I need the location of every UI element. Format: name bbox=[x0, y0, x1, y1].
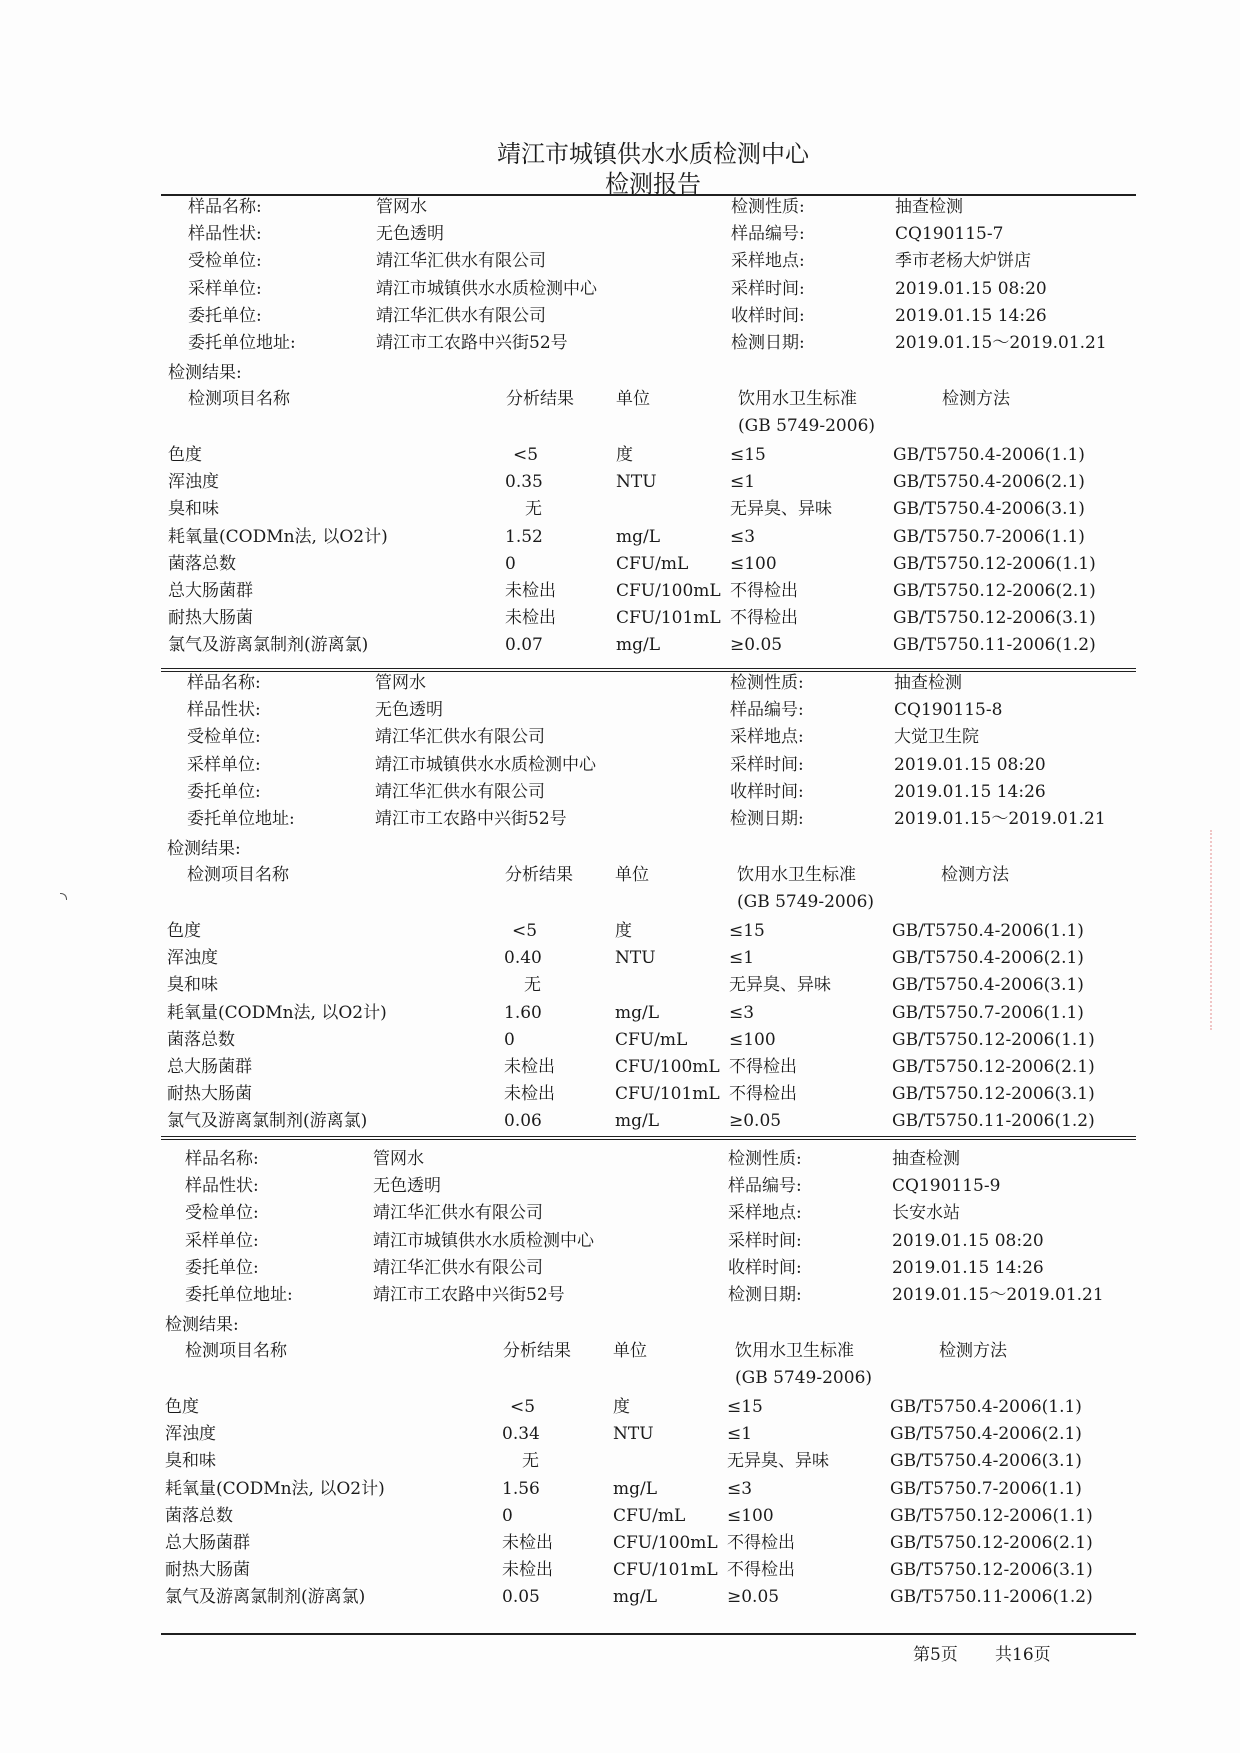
row-unit: NTU bbox=[616, 472, 657, 492]
row-unit: mg/L bbox=[615, 1003, 660, 1023]
row-standard: ≤3 bbox=[727, 1479, 753, 1499]
row-result: 0.06 bbox=[504, 1111, 542, 1131]
col-header-unit: 单位 bbox=[615, 865, 649, 885]
row-unit: mg/L bbox=[616, 527, 661, 547]
row-item: 氯气及游离氯制剂(游离氯) bbox=[165, 1587, 366, 1607]
row-method: GB/T5750.7-2006(1.1) bbox=[892, 1003, 1084, 1023]
row-unit: NTU bbox=[613, 1424, 654, 1444]
row-unit: CFU/101mL bbox=[616, 608, 721, 628]
report-title: 检测报告 bbox=[605, 170, 701, 198]
receive-time-value: 2019.01.15 14:26 bbox=[894, 782, 1046, 802]
inspected-unit-label: 受检单位: bbox=[187, 727, 261, 747]
sampling-unit-value: 靖江市城镇供水水质检测中心 bbox=[376, 279, 597, 299]
row-standard: 不得检出 bbox=[729, 1084, 797, 1104]
row-unit: NTU bbox=[615, 948, 656, 968]
row-item: 总大肠菌群 bbox=[165, 1533, 250, 1553]
col-header-result: 分析结果 bbox=[503, 1341, 571, 1361]
sampling-unit-label: 采样单位: bbox=[185, 1231, 259, 1251]
client-unit-label: 委托单位: bbox=[187, 782, 261, 802]
client-unit-value: 靖江华汇供水有限公司 bbox=[376, 306, 546, 326]
client-address-label: 委托单位地址: bbox=[185, 1285, 293, 1305]
row-unit: mg/L bbox=[615, 1111, 660, 1131]
row-result: <5 bbox=[512, 921, 538, 941]
row-standard: ≤15 bbox=[729, 921, 765, 941]
test-date-label: 检测日期: bbox=[730, 809, 804, 829]
test-nature-value: 抽查检测 bbox=[892, 1149, 960, 1169]
receive-time-label: 收样时间: bbox=[731, 306, 805, 326]
sample-no-value: CQ190115-9 bbox=[892, 1176, 1001, 1196]
seal-stamp-edge bbox=[1210, 830, 1240, 1030]
row-unit: 度 bbox=[615, 921, 632, 941]
row-item: 菌落总数 bbox=[165, 1506, 233, 1526]
row-item: 耐热大肠菌 bbox=[168, 608, 253, 628]
row-method: GB/T5750.4-2006(3.1) bbox=[890, 1451, 1082, 1471]
test-date-value: 2019.01.15～2019.01.21 bbox=[895, 333, 1107, 353]
row-result: 1.60 bbox=[504, 1003, 542, 1023]
test-nature-value: 抽查检测 bbox=[894, 673, 962, 693]
row-standard: ≥0.05 bbox=[729, 1111, 782, 1131]
row-result: 1.52 bbox=[505, 527, 543, 547]
row-method: GB/T5750.12-2006(1.1) bbox=[893, 554, 1096, 574]
inspected-unit-label: 受检单位: bbox=[185, 1203, 259, 1223]
row-result: 0 bbox=[505, 554, 516, 574]
row-item: 耗氧量(CODMn法, 以O2计) bbox=[167, 1003, 387, 1023]
row-result: 未检出 bbox=[504, 1057, 555, 1077]
sample-no-label: 样品编号: bbox=[728, 1176, 802, 1196]
test-nature-value: 抽查检测 bbox=[895, 197, 963, 217]
sample-no-value: CQ190115-7 bbox=[895, 224, 1004, 244]
receive-time-value: 2019.01.15 14:26 bbox=[892, 1258, 1044, 1278]
sampling-unit-value: 靖江市城镇供水水质检测中心 bbox=[373, 1231, 594, 1251]
row-item: 臭和味 bbox=[167, 975, 218, 995]
row-standard: 不得检出 bbox=[727, 1533, 795, 1553]
sample-no-label: 样品编号: bbox=[730, 700, 804, 720]
sample-no-value: CQ190115-8 bbox=[894, 700, 1003, 720]
row-standard: ≤1 bbox=[730, 472, 756, 492]
col-header-method: 检测方法 bbox=[939, 1341, 1007, 1361]
test-nature-label: 检测性质: bbox=[731, 197, 805, 217]
row-standard: 无异臭、异味 bbox=[730, 499, 832, 519]
sampling-time-value: 2019.01.15 08:20 bbox=[895, 279, 1047, 299]
row-result: 0 bbox=[504, 1030, 515, 1050]
row-standard: ≤1 bbox=[729, 948, 755, 968]
col-header-unit: 单位 bbox=[616, 389, 650, 409]
sampling-site-label: 采样地点: bbox=[731, 251, 805, 271]
row-method: GB/T5750.12-2006(1.1) bbox=[892, 1030, 1095, 1050]
row-result: 0.07 bbox=[505, 635, 543, 655]
row-unit: 度 bbox=[613, 1397, 630, 1417]
section-divider-1 bbox=[161, 668, 1136, 672]
sample-state-label: 样品性状: bbox=[188, 224, 262, 244]
row-method: GB/T5750.12-2006(3.1) bbox=[893, 608, 1096, 628]
row-method: GB/T5750.4-2006(1.1) bbox=[892, 921, 1084, 941]
sampling-site-label: 采样地点: bbox=[730, 727, 804, 747]
row-item: 色度 bbox=[165, 1397, 199, 1417]
col-header-item: 检测项目名称 bbox=[188, 389, 290, 409]
results-label: 检测结果: bbox=[165, 1315, 239, 1335]
row-unit: mg/L bbox=[613, 1479, 658, 1499]
row-standard: ≤100 bbox=[730, 554, 777, 574]
row-result: 0 bbox=[502, 1506, 513, 1526]
row-standard: 不得检出 bbox=[729, 1057, 797, 1077]
row-method: GB/T5750.11-2006(1.2) bbox=[890, 1587, 1093, 1607]
row-item: 色度 bbox=[168, 445, 202, 465]
sampling-time-label: 采样时间: bbox=[731, 279, 805, 299]
row-standard: 无异臭、异味 bbox=[729, 975, 831, 995]
row-result: 无 bbox=[522, 1451, 539, 1471]
row-unit: CFU/100mL bbox=[615, 1057, 720, 1077]
receive-time-label: 收样时间: bbox=[730, 782, 804, 802]
page-number: 第5页 bbox=[913, 1645, 958, 1665]
col-header-unit: 单位 bbox=[613, 1341, 647, 1361]
row-method: GB/T5750.4-2006(2.1) bbox=[893, 472, 1085, 492]
test-nature-label: 检测性质: bbox=[730, 673, 804, 693]
col-header-result: 分析结果 bbox=[505, 865, 573, 885]
row-unit: CFU/101mL bbox=[615, 1084, 720, 1104]
sample-name-label: 样品名称: bbox=[185, 1149, 259, 1169]
row-unit: CFU/100mL bbox=[613, 1533, 718, 1553]
row-standard: 不得检出 bbox=[730, 581, 798, 601]
sample-name-value: 管网水 bbox=[373, 1149, 424, 1169]
row-standard: ≤100 bbox=[729, 1030, 776, 1050]
receive-time-value: 2019.01.15 14:26 bbox=[895, 306, 1047, 326]
row-standard: ≤3 bbox=[730, 527, 756, 547]
row-result: 0.05 bbox=[502, 1587, 540, 1607]
col-header-item: 检测项目名称 bbox=[185, 1341, 287, 1361]
row-standard: ≤1 bbox=[727, 1424, 753, 1444]
col-header-standard-ref: (GB 5749-2006) bbox=[737, 892, 875, 912]
test-date-label: 检测日期: bbox=[728, 1285, 802, 1305]
client-unit-value: 靖江华汇供水有限公司 bbox=[373, 1258, 543, 1278]
inspected-unit-value: 靖江华汇供水有限公司 bbox=[375, 727, 545, 747]
test-date-value: 2019.01.15～2019.01.21 bbox=[894, 809, 1106, 829]
col-header-standard-ref: (GB 5749-2006) bbox=[738, 416, 876, 436]
section-divider-2 bbox=[161, 1136, 1136, 1140]
sample-state-value: 无色透明 bbox=[375, 700, 443, 720]
row-item: 氯气及游离氯制剂(游离氯) bbox=[167, 1111, 368, 1131]
col-header-standard: 饮用水卫生标准 bbox=[737, 865, 856, 885]
sampling-unit-value: 靖江市城镇供水水质检测中心 bbox=[375, 755, 596, 775]
client-address-value: 靖江市工农路中兴街52号 bbox=[376, 333, 568, 353]
row-method: GB/T5750.12-2006(2.1) bbox=[890, 1533, 1093, 1553]
test-nature-label: 检测性质: bbox=[728, 1149, 802, 1169]
row-method: GB/T5750.4-2006(1.1) bbox=[893, 445, 1085, 465]
row-method: GB/T5750.4-2006(3.1) bbox=[892, 975, 1084, 995]
results-label: 检测结果: bbox=[167, 839, 241, 859]
results-label: 检测结果: bbox=[168, 363, 242, 383]
client-address-label: 委托单位地址: bbox=[187, 809, 295, 829]
row-result: 未检出 bbox=[502, 1560, 553, 1580]
scan-mark bbox=[60, 893, 67, 900]
row-item: 耗氧量(CODMn法, 以O2计) bbox=[165, 1479, 385, 1499]
row-method: GB/T5750.11-2006(1.2) bbox=[892, 1111, 1095, 1131]
sampling-site-label: 采样地点: bbox=[728, 1203, 802, 1223]
row-result: 1.56 bbox=[502, 1479, 540, 1499]
sample-name-value: 管网水 bbox=[376, 197, 427, 217]
row-result: 未检出 bbox=[504, 1084, 555, 1104]
row-method: GB/T5750.12-2006(2.1) bbox=[893, 581, 1096, 601]
row-result: 未检出 bbox=[505, 581, 556, 601]
row-result: 0.34 bbox=[502, 1424, 540, 1444]
row-unit: CFU/100mL bbox=[616, 581, 721, 601]
row-item: 氯气及游离氯制剂(游离氯) bbox=[168, 635, 369, 655]
row-result: <5 bbox=[513, 445, 539, 465]
row-unit: 度 bbox=[616, 445, 633, 465]
sampling-unit-label: 采样单位: bbox=[187, 755, 261, 775]
row-result: 0.40 bbox=[504, 948, 542, 968]
row-standard: ≤100 bbox=[727, 1506, 774, 1526]
inspected-unit-label: 受检单位: bbox=[188, 251, 262, 271]
inspected-unit-value: 靖江华汇供水有限公司 bbox=[373, 1203, 543, 1223]
sampling-site-value: 长安水站 bbox=[892, 1203, 960, 1223]
test-date-label: 检测日期: bbox=[731, 333, 805, 353]
row-method: GB/T5750.7-2006(1.1) bbox=[890, 1479, 1082, 1499]
sampling-time-label: 采样时间: bbox=[728, 1231, 802, 1251]
client-unit-label: 委托单位: bbox=[188, 306, 262, 326]
row-method: GB/T5750.7-2006(1.1) bbox=[893, 527, 1085, 547]
row-item: 浑浊度 bbox=[167, 948, 218, 968]
row-item: 臭和味 bbox=[165, 1451, 216, 1471]
col-header-method: 检测方法 bbox=[941, 865, 1009, 885]
row-item: 色度 bbox=[167, 921, 201, 941]
row-item: 菌落总数 bbox=[167, 1030, 235, 1050]
sample-no-label: 样品编号: bbox=[731, 224, 805, 244]
row-method: GB/T5750.4-2006(2.1) bbox=[892, 948, 1084, 968]
row-unit: mg/L bbox=[616, 635, 661, 655]
row-method: GB/T5750.4-2006(1.1) bbox=[890, 1397, 1082, 1417]
row-standard: ≤15 bbox=[727, 1397, 763, 1417]
client-address-value: 靖江市工农路中兴街52号 bbox=[375, 809, 567, 829]
row-method: GB/T5750.12-2006(3.1) bbox=[892, 1084, 1095, 1104]
row-standard: ≤15 bbox=[730, 445, 766, 465]
row-method: GB/T5750.12-2006(1.1) bbox=[890, 1506, 1093, 1526]
org-title: 靖江市城镇供水水质检测中心 bbox=[497, 140, 809, 168]
col-header-standard: 饮用水卫生标准 bbox=[735, 1341, 854, 1361]
row-result: 无 bbox=[524, 975, 541, 995]
col-header-method: 检测方法 bbox=[942, 389, 1010, 409]
row-standard: 无异臭、异味 bbox=[727, 1451, 829, 1471]
test-date-value: 2019.01.15～2019.01.21 bbox=[892, 1285, 1104, 1305]
inspected-unit-value: 靖江华汇供水有限公司 bbox=[376, 251, 546, 271]
row-item: 浑浊度 bbox=[168, 472, 219, 492]
row-standard: 不得检出 bbox=[727, 1560, 795, 1580]
row-method: GB/T5750.4-2006(2.1) bbox=[890, 1424, 1082, 1444]
sampling-time-label: 采样时间: bbox=[730, 755, 804, 775]
row-standard: ≤3 bbox=[729, 1003, 755, 1023]
col-header-standard-ref: (GB 5749-2006) bbox=[735, 1368, 873, 1388]
top-rule bbox=[161, 194, 1136, 196]
row-unit: mg/L bbox=[613, 1587, 658, 1607]
row-item: 臭和味 bbox=[168, 499, 219, 519]
row-method: GB/T5750.12-2006(2.1) bbox=[892, 1057, 1095, 1077]
sampling-site-value: 季市老杨大炉饼店 bbox=[895, 251, 1031, 271]
row-item: 浑浊度 bbox=[165, 1424, 216, 1444]
row-result: 0.35 bbox=[505, 472, 543, 492]
row-unit: CFU/mL bbox=[613, 1506, 686, 1526]
row-method: GB/T5750.11-2006(1.2) bbox=[893, 635, 1096, 655]
row-unit: CFU/101mL bbox=[613, 1560, 718, 1580]
row-unit: CFU/mL bbox=[616, 554, 689, 574]
col-header-item: 检测项目名称 bbox=[187, 865, 289, 885]
row-standard: ≥0.05 bbox=[730, 635, 783, 655]
sampling-time-value: 2019.01.15 08:20 bbox=[894, 755, 1046, 775]
row-item: 耐热大肠菌 bbox=[167, 1084, 252, 1104]
row-unit: CFU/mL bbox=[615, 1030, 688, 1050]
row-result: 未检出 bbox=[502, 1533, 553, 1553]
client-unit-value: 靖江华汇供水有限公司 bbox=[375, 782, 545, 802]
row-method: GB/T5750.12-2006(3.1) bbox=[890, 1560, 1093, 1580]
bottom-rule bbox=[161, 1633, 1136, 1635]
row-item: 总大肠菌群 bbox=[167, 1057, 252, 1077]
client-address-label: 委托单位地址: bbox=[188, 333, 296, 353]
row-method: GB/T5750.4-2006(3.1) bbox=[893, 499, 1085, 519]
sample-state-value: 无色透明 bbox=[373, 1176, 441, 1196]
row-standard: ≥0.05 bbox=[727, 1587, 780, 1607]
row-item: 菌落总数 bbox=[168, 554, 236, 574]
col-header-standard: 饮用水卫生标准 bbox=[738, 389, 857, 409]
col-header-result: 分析结果 bbox=[506, 389, 574, 409]
sample-name-label: 样品名称: bbox=[187, 673, 261, 693]
row-result: 无 bbox=[525, 499, 542, 519]
receive-time-label: 收样时间: bbox=[728, 1258, 802, 1278]
sample-name-label: 样品名称: bbox=[188, 197, 262, 217]
sampling-unit-label: 采样单位: bbox=[188, 279, 262, 299]
page-total: 共16页 bbox=[995, 1645, 1051, 1665]
row-standard: 不得检出 bbox=[730, 608, 798, 628]
client-unit-label: 委托单位: bbox=[185, 1258, 259, 1278]
client-address-value: 靖江市工农路中兴街52号 bbox=[373, 1285, 565, 1305]
row-result: 未检出 bbox=[505, 608, 556, 628]
sample-state-label: 样品性状: bbox=[187, 700, 261, 720]
row-item: 耗氧量(CODMn法, 以O2计) bbox=[168, 527, 388, 547]
sampling-time-value: 2019.01.15 08:20 bbox=[892, 1231, 1044, 1251]
row-item: 总大肠菌群 bbox=[168, 581, 253, 601]
row-result: <5 bbox=[510, 1397, 536, 1417]
sample-state-label: 样品性状: bbox=[185, 1176, 259, 1196]
sampling-site-value: 大觉卫生院 bbox=[894, 727, 979, 747]
sample-state-value: 无色透明 bbox=[376, 224, 444, 244]
row-item: 耐热大肠菌 bbox=[165, 1560, 250, 1580]
sample-name-value: 管网水 bbox=[375, 673, 426, 693]
